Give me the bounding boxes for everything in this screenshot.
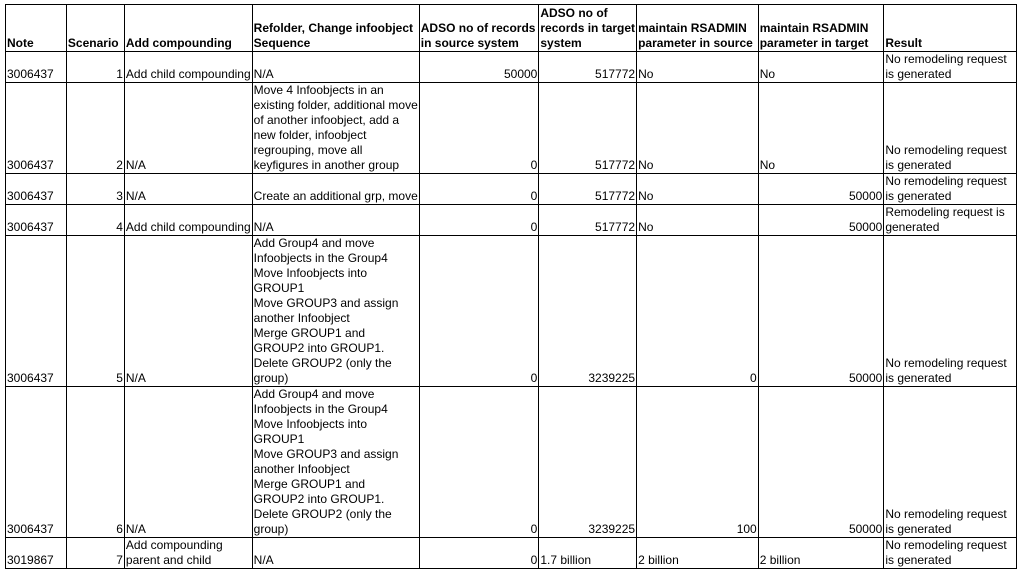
cell-adso-target[interactable]: 517772 [539, 174, 637, 205]
cell-refolder[interactable]: N/A [252, 205, 419, 236]
table-row [6, 52, 1017, 83]
cell-refolder[interactable]: Add Group4 and move Infoobjects in the Group4 Move Infoobjects into GROUP1 Move GROUP3 and assign another Infoobject Merge GROUP1 and GROUP2 into GROUP1. Delete GROUP2 (only the group) [252, 387, 419, 538]
cell-adso-target[interactable]: 517772 [539, 205, 637, 236]
table-row [6, 387, 1017, 538]
cell-rsadmin-target[interactable]: 2 billion [758, 538, 884, 569]
header-note[interactable]: Note [6, 5, 67, 52]
cell-adso-target[interactable]: 517772 [539, 52, 637, 83]
header-row [6, 5, 1017, 52]
header-adso-source[interactable]: ADSO no of records in source system [419, 5, 539, 52]
cell-add-compounding[interactable]: N/A [124, 236, 252, 387]
cell-rsadmin-target[interactable]: No [758, 52, 884, 83]
cell-refolder[interactable]: Create an additional grp, move [252, 174, 419, 205]
cell-note[interactable]: 3006437 [6, 387, 67, 538]
cell-adso-source[interactable]: 0 [419, 236, 539, 387]
cell-refolder[interactable]: N/A [252, 538, 419, 569]
cell-add-compounding[interactable]: Add compounding parent and child [124, 538, 252, 569]
cell-add-compounding[interactable]: N/A [124, 83, 252, 174]
cell-note[interactable]: 3006437 [6, 236, 67, 387]
cell-refolder[interactable]: N/A [252, 52, 419, 83]
table-row [6, 174, 1017, 205]
header-rsadmin-source[interactable]: maintain RSADMIN parameter in source [637, 5, 759, 52]
cell-rsadmin-target[interactable]: 50000 [758, 387, 884, 538]
cell-rsadmin-source[interactable]: 0 [637, 236, 759, 387]
cell-rsadmin-source[interactable]: 2 billion [637, 538, 759, 569]
cell-add-compounding[interactable]: N/A [124, 174, 252, 205]
cell-adso-target[interactable]: 517772 [539, 83, 637, 174]
cell-note[interactable]: 3006437 [6, 174, 67, 205]
cell-adso-target[interactable]: 3239225 [539, 387, 637, 538]
cell-note[interactable]: 3006437 [6, 52, 67, 83]
cell-rsadmin-source[interactable]: No [637, 205, 759, 236]
cell-scenario[interactable]: 4 [66, 205, 124, 236]
cell-adso-source[interactable]: 0 [419, 174, 539, 205]
table-row [6, 236, 1017, 387]
cell-rsadmin-source[interactable]: 100 [637, 387, 759, 538]
cell-refolder[interactable]: Add Group4 and move Infoobjects in the Group4 Move Infoobjects into GROUP1 Move GROUP3 and assign another Infoobject Merge GROUP1 and GROUP2 into GROUP1. Delete GROUP2 (only the group) [252, 236, 419, 387]
cell-refolder[interactable]: Move 4 Infoobjects in an existing folder, additional move of another infoobject, add a new folder, infoobject regrouping, move all keyfigures in another group [253, 83, 418, 172]
cell-adso-source[interactable]: 50000 [419, 52, 539, 83]
cell-adso-source[interactable]: 0 [419, 538, 539, 569]
cell-rsadmin-source[interactable]: No [637, 174, 759, 205]
cell-result[interactable]: No remodeling request is generated [884, 83, 1017, 174]
cell-rsadmin-target[interactable]: 50000 [758, 236, 884, 387]
cell-rsadmin-target[interactable]: 50000 [758, 205, 884, 236]
cell-adso-target[interactable]: 3239225 [539, 236, 637, 387]
header-refolder[interactable]: Refolder, Change infoobject Sequence [252, 5, 419, 52]
cell-result[interactable]: No remodeling request is generated [884, 538, 1017, 569]
header-adso-target[interactable]: ADSO no of records in target system [540, 6, 636, 50]
cell-note[interactable]: 3006437 [6, 205, 67, 236]
cell-result[interactable]: No remodeling request is generated [884, 387, 1017, 538]
cell-scenario[interactable]: 1 [66, 52, 124, 83]
cell-result[interactable]: No remodeling request is generated [884, 52, 1017, 83]
cell-scenario[interactable]: 2 [66, 83, 124, 174]
cell-rsadmin-source[interactable]: No [637, 52, 759, 83]
cell-add-compounding[interactable]: Add child compounding [124, 205, 252, 236]
cell-note[interactable]: 3006437 [6, 83, 67, 174]
cell-rsadmin-target[interactable]: No [758, 83, 884, 174]
cell-adso-target[interactable]: 1.7 billion [539, 538, 637, 569]
table-row [6, 83, 1017, 174]
spreadsheet [5, 4, 1017, 569]
cell-result[interactable]: No remodeling request is generated [884, 174, 1017, 205]
scenario-table [5, 4, 1017, 569]
cell-note[interactable]: 3019867 [6, 538, 67, 569]
cell-result[interactable]: Remodeling request is generated [884, 205, 1017, 236]
cell-adso-source[interactable]: 0 [419, 83, 539, 174]
cell-scenario[interactable]: 7 [66, 538, 124, 569]
cell-adso-source[interactable]: 0 [419, 205, 539, 236]
cell-adso-source[interactable]: 0 [419, 387, 539, 538]
cell-rsadmin-target[interactable]: 50000 [758, 174, 884, 205]
cell-scenario[interactable]: 5 [66, 236, 124, 387]
cell-scenario[interactable]: 3 [66, 174, 124, 205]
cell-add-compounding[interactable]: N/A [124, 387, 252, 538]
cell-scenario[interactable]: 6 [66, 387, 124, 538]
cell-add-compounding[interactable]: Add child compounding [124, 52, 252, 83]
cell-rsadmin-source[interactable]: No [637, 83, 759, 174]
header-rsadmin-target[interactable]: maintain RSADMIN parameter in target [758, 5, 884, 52]
header-scenario[interactable]: Scenario [66, 5, 124, 52]
header-result[interactable]: Result [884, 5, 1017, 52]
header-add-compounding[interactable]: Add compounding [124, 5, 252, 52]
table-row [6, 205, 1017, 236]
cell-result[interactable]: No remodeling request is generated [884, 236, 1017, 387]
